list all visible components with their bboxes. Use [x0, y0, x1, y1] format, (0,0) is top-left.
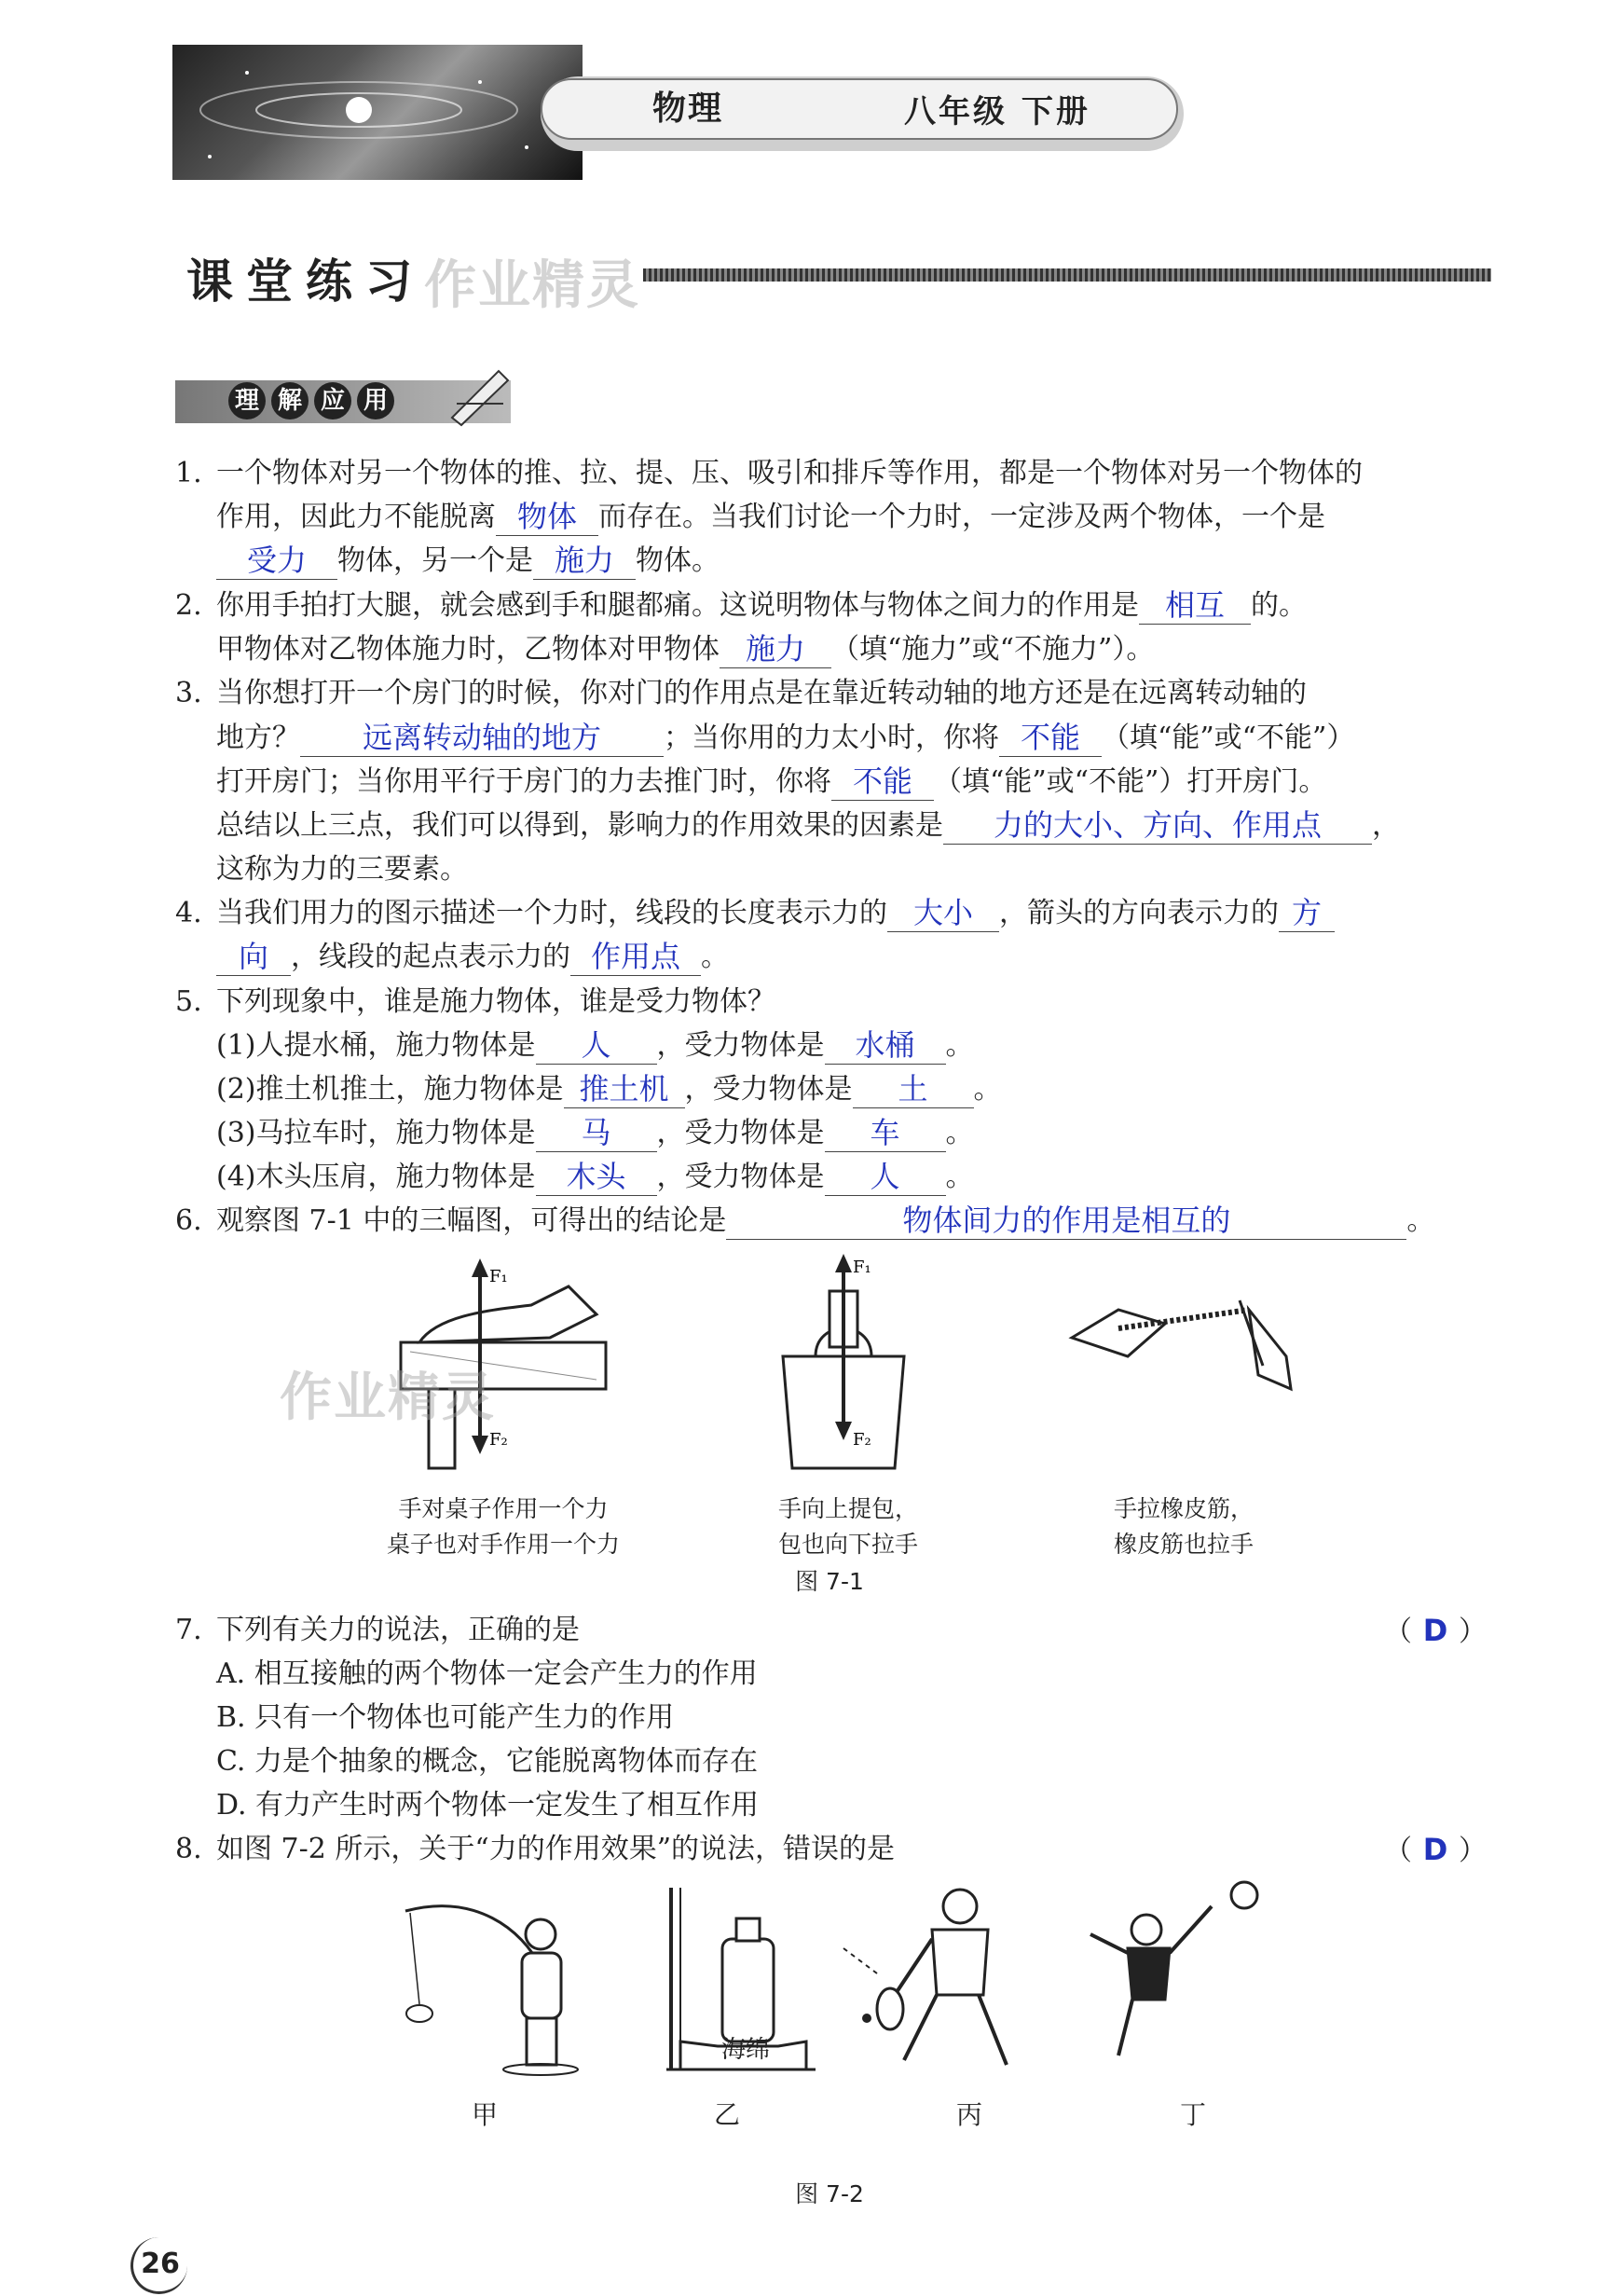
- answer-blank: 不能: [999, 721, 1102, 757]
- q7-option: C. 力是个抽象的概念，它能脱离物体而存在: [216, 1745, 758, 1778]
- q2-line2: 甲物体对乙物体施力时，乙物体对甲物体 施力 （填“施力”或“不施力”）。: [216, 631, 1155, 667]
- answer-blank: 方: [1279, 896, 1335, 932]
- answer-blank: 马: [536, 1116, 657, 1152]
- q4-line2: 向 ，线段的起点表示力的 作用点 。: [216, 939, 729, 976]
- answer-blank: 大小: [887, 896, 999, 932]
- watermark: 作业精灵: [424, 255, 640, 316]
- subsection-char: 解: [271, 382, 309, 419]
- figure-caption: 手拉橡皮筋，: [1113, 1495, 1254, 1522]
- answer-blank: 水桶: [825, 1028, 946, 1065]
- q7-stem: 7. 下列有关力的说法，正确的是: [175, 1614, 580, 1646]
- subsection-char: 理: [228, 382, 266, 419]
- header-decorative-image: [172, 45, 583, 180]
- q3-line5: 这称为力的三要素。: [216, 853, 468, 886]
- answer-blank: 受力: [216, 543, 337, 580]
- section-title: 课堂练习: [186, 254, 425, 309]
- answer-blank: 推土机: [564, 1072, 685, 1108]
- answer-blank: 人: [825, 1160, 946, 1196]
- figure-hand-lifting-bag: [764, 1254, 923, 1478]
- force-label-f2: F₂: [853, 1430, 871, 1450]
- q6-line1: 6. 观察图 7-1 中的三幅图，可得出的结论是 物体间力的作用是相互的 。: [175, 1203, 1435, 1238]
- subsection-title: [228, 382, 400, 419]
- answer-blank: 相互: [1139, 588, 1251, 625]
- q5-item: (3)马拉车时，施力物体是 马 ，受力物体是 车 。: [216, 1115, 974, 1150]
- subsection-char: 用: [357, 382, 394, 419]
- answer-blank: 物体: [496, 500, 598, 536]
- figure-title: 图 7-1: [795, 1568, 864, 1595]
- watermark: 作业精灵: [280, 1368, 496, 1428]
- figure-hand-pulling-rubber-band: [1063, 1282, 1305, 1422]
- q3-line2: 地方？ 远离转动轴的地方 ；当你用的力太小时，你将 不能 （填“能”或“不能”）: [216, 720, 1355, 755]
- grade-label: 八年级 下册: [904, 93, 1090, 131]
- subject-title: 物理: [652, 89, 724, 128]
- answer-blank: 远离转动轴的地方: [300, 721, 664, 757]
- q2-line1: 2. 你用手拍打大腿，就会感到手和腿都痛。这说明物体与物体之间力的作用是 相互 的。: [175, 587, 1307, 623]
- figure-caption: 橡皮筋也拉手: [1113, 1531, 1254, 1558]
- answer-blank: 作用点: [570, 940, 701, 976]
- answer-blank: 人: [536, 1028, 657, 1065]
- figure-caption: 包也向下拉手: [777, 1531, 918, 1558]
- figure-label: 丙: [955, 2099, 982, 2130]
- q5-stem: 5. 下列现象中，谁是施力物体，谁是受力物体？: [175, 985, 775, 1018]
- sponge-label: 海绵: [720, 2036, 770, 2064]
- q8-answer-box: （ D ）: [1384, 1832, 1487, 1867]
- q7-option: A. 相互接触的两个物体一定会产生力的作用: [216, 1657, 758, 1690]
- q8-answer: D: [1422, 1832, 1448, 1867]
- galaxy-illustration: [172, 45, 583, 180]
- q1-line1: 1. 一个物体对另一个物体的推、拉、提、压、吸引和排斥等作用，都是一个物体对另一个物体的: [175, 457, 1363, 489]
- figure-soccer-kicker: [1081, 1878, 1268, 2074]
- answer-blank: 土: [853, 1072, 974, 1108]
- answer-blank: 力的大小、方向、作用点: [943, 808, 1372, 845]
- q5-item: (4)木头压肩，施力物体是 木头 ，受力物体是 人 。: [216, 1159, 974, 1194]
- q4-line1: 4. 当我们用力的图示描述一个力时，线段的长度表示力的 大小 ，箭头的方向表示力的 方: [175, 895, 1335, 932]
- figure-label: 乙: [713, 2099, 740, 2130]
- figure-caption: 手对桌子作用一个力: [398, 1495, 609, 1522]
- q7-option: B. 只有一个物体也可能产生力的作用: [216, 1701, 675, 1734]
- subsection-char: 应: [314, 382, 351, 419]
- q1-line3: 受力 物体，另一个是 施力 物体。: [216, 543, 720, 580]
- pencil-icon: [447, 362, 513, 427]
- q3-line3: 打开房门；当你用平行于房门的力去推门时，你将 不能 （填“能”或“不能”）打开房门。: [216, 763, 1327, 799]
- answer-blank: 物体间力的作用是相互的: [726, 1203, 1406, 1240]
- answer-blank: 车: [825, 1116, 946, 1152]
- section-rule: [643, 268, 1491, 282]
- page-number: 26: [130, 2237, 187, 2294]
- force-label-f2: F₂: [489, 1430, 508, 1450]
- answer-blank: 施力: [720, 632, 831, 668]
- q1-line2: 作用，因此力不能脱离 物体 而存在。当我们讨论一个力时，一定涉及两个物体，一个是: [216, 499, 1325, 534]
- figure-fishing-man: [401, 1892, 587, 2079]
- q3-line1: 3. 当你想打开一个房门的时候，你对门的作用点是在靠近转动轴的地方还是在远离转动轴的: [175, 677, 1307, 709]
- answer-blank: 向: [216, 940, 291, 976]
- figure-caption: 手向上提包，: [777, 1495, 918, 1522]
- q7-option: D. 有力产生时两个物体一定发生了相互作用: [216, 1789, 760, 1822]
- q8-stem: 8. 如图 7-2 所示，关于“力的作用效果”的说法，错误的是: [175, 1833, 896, 1865]
- q5-item: (2)推土机推土，施力物体是 推土机 ，受力物体是 土 。: [216, 1071, 1002, 1107]
- force-label-f1: F₁: [489, 1267, 508, 1286]
- figure-title: 图 7-2: [795, 2180, 864, 2207]
- figure-caption: 桌子也对手作用一个力: [386, 1531, 620, 1558]
- q5-item: (1)人提水桶，施力物体是 人 ，受力物体是 水桶 。: [216, 1027, 974, 1063]
- force-label-f1: F₁: [853, 1258, 871, 1277]
- figure-label: 甲: [471, 2099, 498, 2130]
- answer-blank: 不能: [831, 764, 934, 801]
- answer-blank: 木头: [536, 1160, 657, 1196]
- q3-line4: 总结以上三点，我们可以得到，影响力的作用效果的因素是 力的大小、方向、作用点 ，: [216, 807, 1400, 843]
- q7-answer-box: （ D ）: [1384, 1613, 1487, 1648]
- figure-shuttlecock-player: [839, 1883, 1044, 2079]
- answer-blank: 施力: [533, 543, 636, 580]
- figure-label: 丁: [1179, 2099, 1206, 2130]
- q7-answer: D: [1422, 1613, 1448, 1648]
